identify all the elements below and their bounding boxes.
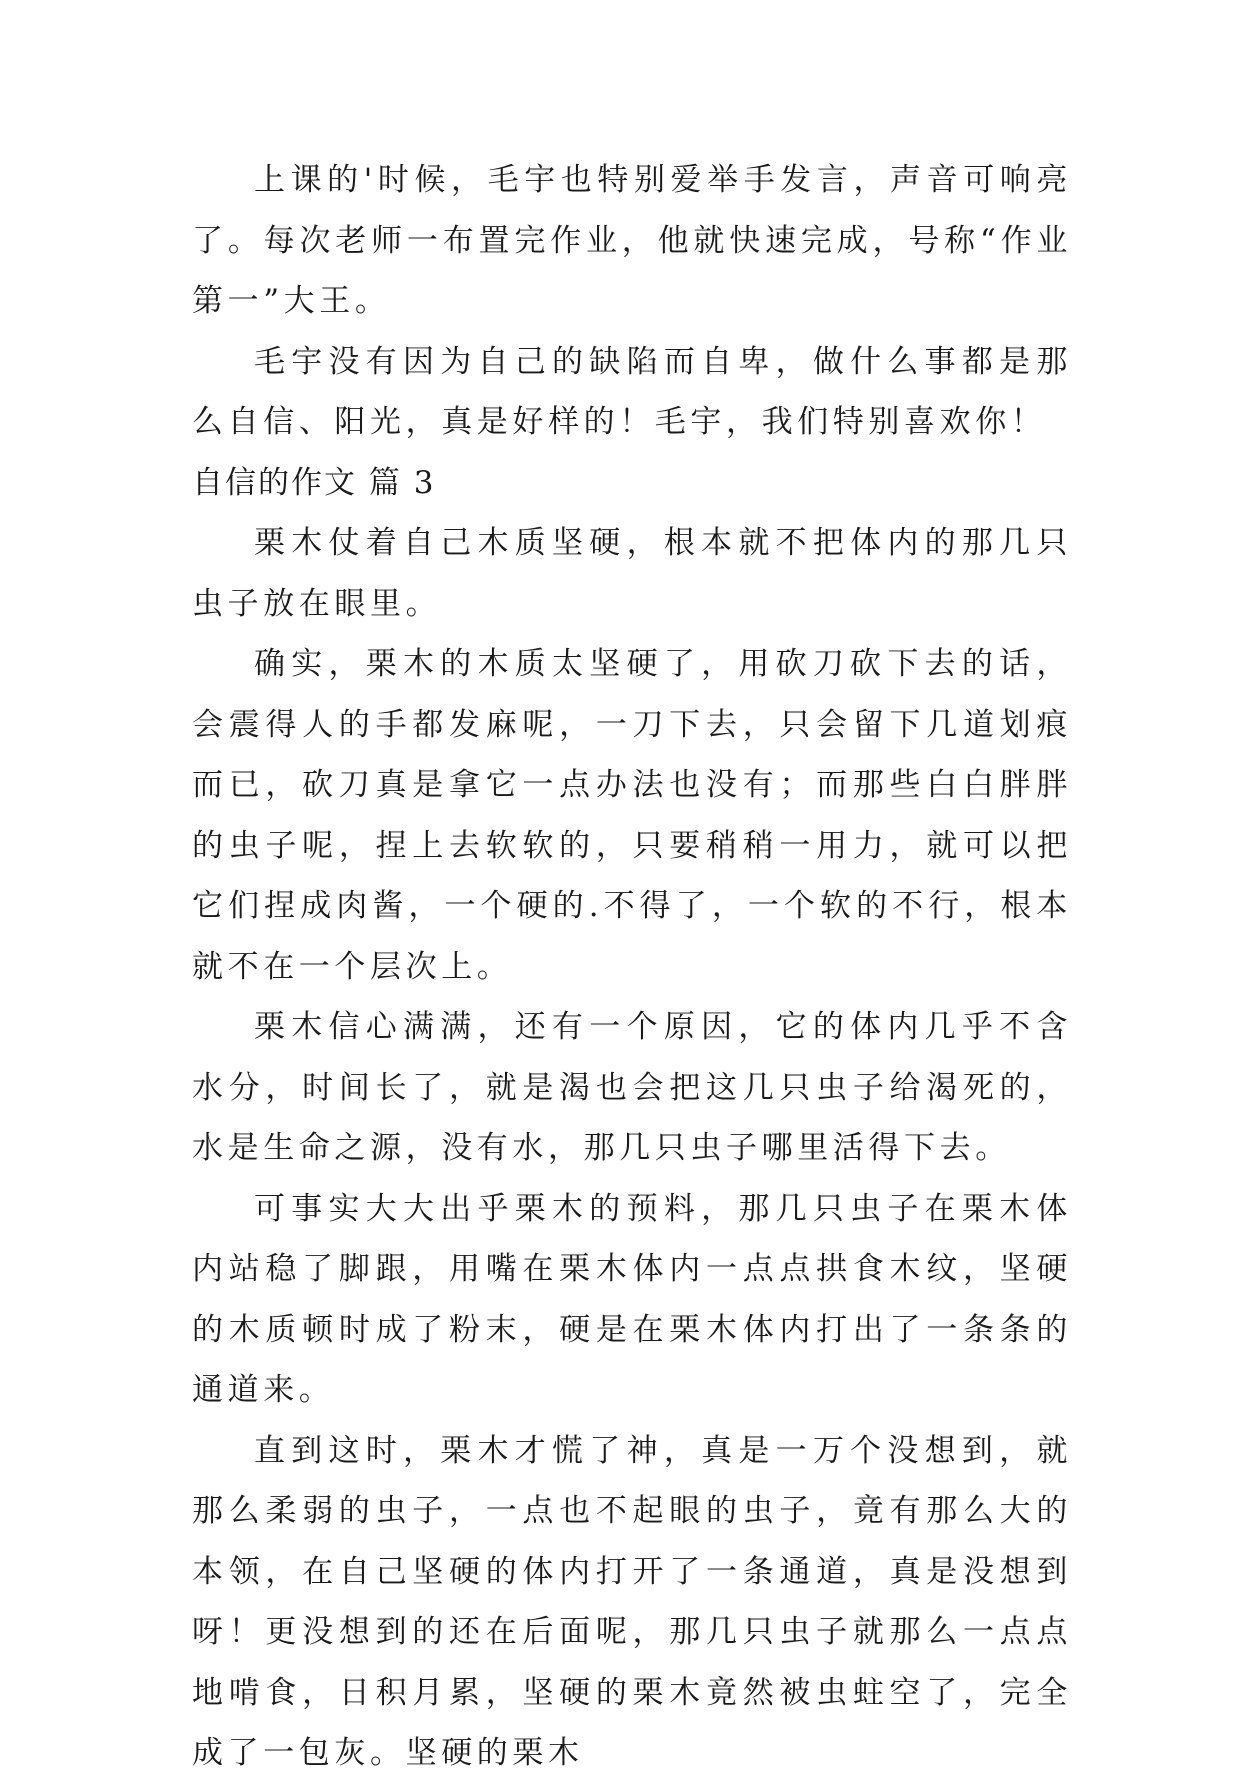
document-body	[192, 150, 1072, 1784]
paragraph-5: 栗木信心满满，还有一个原因，它的体内几乎不含水分，时间长了，就是渴也会把这几只虫子给渴死的，水是生命之源，没有水，那几只虫子哪里活得下去。	[192, 1009, 1072, 1166]
paragraph-7: 直到这时，栗木才慌了神，真是一万个没想到，就那么柔弱的虫子，一点也不起眼的虫子，竟有那么大的本领，在自己坚硬的体内打开了一条通道，真是没想到呀！更没想到的还在后面呢，那几只虫子就那么一点点地啃食，日积月累，坚硬的栗木竟然被虫蛀空了，完全成了一包灰。坚硬的栗木	[192, 1432, 1072, 1771]
paragraph-6: 可事实大大出乎栗木的预料，那几只虫子在栗木体内站稳了脚跟，用嘴在栗木体内一点点拱食木纹，坚硬的木质顿时成了粉末，硬是在栗木体内打出了一条条的通道来。	[192, 1190, 1072, 1408]
paragraph-1: 上课的'时候，毛宇也特别爱举手发言，声音可响亮了。每次老师一布置完作业，他就快速完成，号称“作业第一”大王。	[192, 162, 1072, 319]
paragraph-4: 确实，栗木的木质太坚硬了，用砍刀砍下去的话，会震得人的手都发麻呢，一刀下去，只会留下几道划痕而已，砍刀真是拿它一点办法也没有；而那些白白胖胖的虫子呢，捏上去软软的，只要稍稍一用力，就可以把它们捏成肉酱，一个硬的.不得了，一个软的不行，根本就不在一个层次上。	[192, 646, 1072, 985]
paragraph-2: 毛宇没有因为自己的缺陷而自卑，做什么事都是那么自信、阳光，真是好样的！毛宇，我们特别喜欢你！	[192, 343, 1072, 440]
paragraph-3: 栗木仗着自己木质坚硬，根本就不把体内的那几只虫子放在眼里。	[192, 525, 1072, 622]
section-heading: 自信的作文 篇 3	[192, 464, 436, 501]
